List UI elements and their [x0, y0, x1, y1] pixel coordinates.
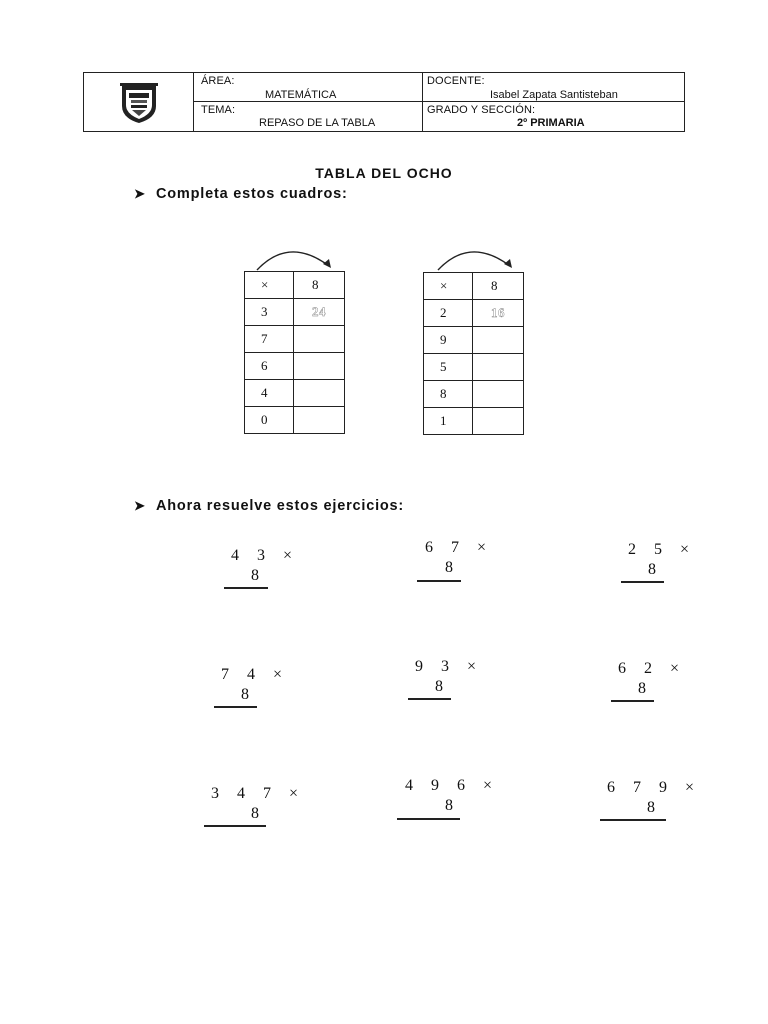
exercise-7 [211, 785, 306, 822]
exercise-factor: 7 4 × [221, 666, 290, 683]
header-table [83, 72, 685, 132]
grid-row [245, 299, 345, 326]
exercise-rule [397, 818, 460, 820]
exercise-rule [600, 819, 666, 821]
exercise-multiplier: 8 [435, 678, 443, 695]
exercise-1 [231, 547, 300, 584]
exercise-2 [425, 539, 494, 576]
grid-multiplier: 4 [245, 380, 294, 407]
exercise-rule [621, 581, 664, 583]
exercise-9 [607, 779, 702, 816]
instruction-2-text: Ahora resuelve estos ejercicios: [156, 498, 405, 514]
grid-header-op: × [245, 272, 294, 299]
exercise-multiplier: 8 [647, 799, 655, 816]
grid-answer-blank[interactable] [473, 408, 524, 435]
grid-row [245, 380, 345, 407]
arrowhead-bullet-icon: ➤ [134, 186, 146, 201]
page-title: TABLA DEL OCHO [315, 165, 453, 181]
exercise-multiplier: 8 [251, 805, 259, 822]
grid-row [424, 381, 524, 408]
multiplication-grid-2 [423, 272, 524, 435]
area-value: MATEMÁTICA [265, 89, 337, 101]
grid-row [424, 327, 524, 354]
grid-answer-blank[interactable] [294, 326, 345, 353]
arc-arrow-icon [434, 244, 518, 272]
exercise-factor: 4 9 6 × [405, 777, 500, 794]
instruction-1-text: Completa estos cuadros: [156, 186, 348, 202]
tema-label: TEMA: [201, 104, 236, 116]
grid-multiplier: 3 [245, 299, 294, 326]
grid-row [424, 354, 524, 381]
arc-arrow-icon [253, 244, 337, 272]
exercise-multiplier: 8 [648, 561, 656, 578]
instruction-2 [134, 498, 404, 514]
grid-answer-blank[interactable] [294, 353, 345, 380]
exercise-multiplier: 8 [638, 680, 646, 697]
tema-value: REPASO DE LA TABLA [259, 117, 376, 129]
grid-multiplier: 6 [245, 353, 294, 380]
exercise-8 [405, 777, 500, 814]
docente-label: DOCENTE: [427, 75, 485, 87]
exercise-3 [628, 541, 697, 578]
grid-row [245, 326, 345, 353]
multiplication-grid-1 [244, 271, 345, 434]
grid-answer-example: 24 [294, 299, 345, 326]
exercise-factor: 6 7 9 × [607, 779, 702, 796]
grid-answer-blank[interactable] [473, 381, 524, 408]
grid-header-op: × [424, 273, 473, 300]
grid-header-factor: 8 [473, 273, 524, 300]
exercise-factor: 6 7 × [425, 539, 494, 556]
grid-answer-blank[interactable] [473, 327, 524, 354]
grid-header-row [424, 273, 524, 300]
grid-answer-blank[interactable] [294, 407, 345, 434]
arrowhead-bullet-icon: ➤ [134, 498, 146, 513]
school-crest-icon [120, 82, 158, 124]
exercise-rule [214, 706, 257, 708]
docente-value: Isabel Zapata Santisteban [490, 89, 618, 101]
grid-row [245, 353, 345, 380]
exercise-rule [611, 700, 654, 702]
grid-multiplier: 1 [424, 408, 473, 435]
exercise-rule [408, 698, 451, 700]
grid-answer-blank[interactable] [473, 354, 524, 381]
exercise-multiplier: 8 [251, 567, 259, 584]
instruction-1 [134, 186, 348, 202]
grid-header-row [245, 272, 345, 299]
exercise-rule [204, 825, 266, 827]
grid-multiplier: 8 [424, 381, 473, 408]
exercise-multiplier: 8 [241, 686, 249, 703]
exercise-rule [417, 580, 461, 582]
grid-row [424, 300, 524, 327]
exercise-multiplier: 8 [445, 559, 453, 576]
grado-value: 2º PRIMARIA [517, 117, 585, 129]
exercise-factor: 6 2 × [618, 660, 687, 677]
exercise-factor: 4 3 × [231, 547, 300, 564]
exercise-factor: 9 3 × [415, 658, 484, 675]
exercise-5 [415, 658, 484, 695]
grid-multiplier: 9 [424, 327, 473, 354]
exercise-multiplier: 8 [445, 797, 453, 814]
grid-multiplier: 5 [424, 354, 473, 381]
exercise-6 [618, 660, 687, 697]
exercise-4 [221, 666, 290, 703]
grid-multiplier: 7 [245, 326, 294, 353]
grid-row [245, 407, 345, 434]
grid-header-factor: 8 [294, 272, 345, 299]
grid-answer-blank[interactable] [294, 380, 345, 407]
grid-answer-example: 16 [473, 300, 524, 327]
logo-cell [84, 73, 194, 131]
area-label: ÁREA: [201, 75, 235, 87]
grid-row [424, 408, 524, 435]
exercise-factor: 2 5 × [628, 541, 697, 558]
grid-multiplier: 2 [424, 300, 473, 327]
exercise-factor: 3 4 7 × [211, 785, 306, 802]
grado-label: GRADO Y SECCIÓN: [427, 104, 536, 116]
exercise-rule [224, 587, 268, 589]
grid-multiplier: 0 [245, 407, 294, 434]
